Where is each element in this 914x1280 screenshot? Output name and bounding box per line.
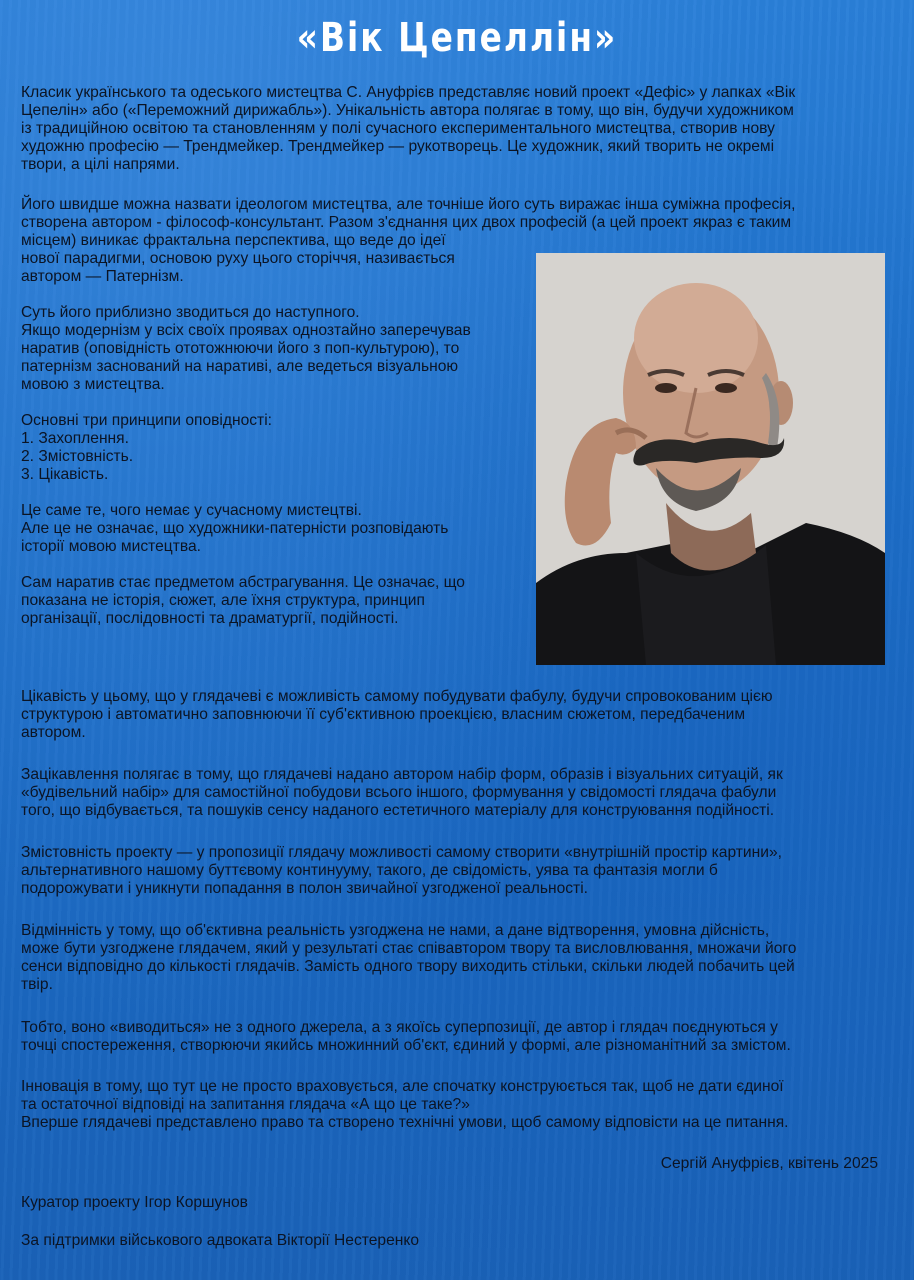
abstraction-line: Сам наратив стає предметом абстрагування. Це означає, що xyxy=(21,574,465,591)
interest-line: автором. xyxy=(21,724,86,741)
difference-line: сенси відповідно до кількості глядачів. Замість одного твору виходить стільки, скільки людей побачить цей xyxy=(21,958,795,975)
innovation-line: Інновація в тому, що тут це не просто враховується, але спочатку конструюється так, щоб не дати єдиної xyxy=(21,1078,784,1095)
engagement-paragraph xyxy=(21,766,893,820)
abstraction-paragraph xyxy=(21,574,529,628)
page-title: «Вік Цепеллін» xyxy=(296,15,618,61)
abstraction-line: організації, послідовності та драматургії, подійності. xyxy=(21,610,399,627)
absence-line: історії мовою мистецтва. xyxy=(21,538,201,555)
principles-heading: Основні три принципи оповідності: xyxy=(21,412,272,429)
interest-paragraph xyxy=(21,688,893,742)
engagement-line: «будівельний набір» для самостійної побудови всього іншого, формування у свідомості глядача фабули xyxy=(21,784,777,801)
ideologist-line: місцем) виникає фрактальна перспектива, що веде до ідеї xyxy=(21,232,446,249)
difference-paragraph xyxy=(21,922,893,994)
ideologist-paragraph xyxy=(21,196,893,250)
essence-line: патернізм заснований на наративі, але ведеться візуальною xyxy=(21,358,459,375)
engagement-line: Зацікавлення полягає в тому, що глядачеві надано автором набір форм, образів і візуальних ситуацій, як xyxy=(21,766,783,783)
author-signature: Сергій Ануфрієв, квітень 2025 xyxy=(660,1155,878,1172)
portrait-illustration xyxy=(536,253,885,665)
essence-paragraph xyxy=(21,304,529,394)
curator-line: Куратор проекту Ігор Коршунов xyxy=(21,1194,248,1211)
ideologist-line: автором — Патернізм. xyxy=(21,268,184,285)
abstraction-line: показана не історія, сюжет, але їхня структура, принцип xyxy=(21,592,425,609)
superposition-line: точці спостереження, створюючи якийсь множинний об'єкт, єдиний у формі, але різноманітний за змістом. xyxy=(21,1037,791,1054)
absence-line: Це саме те, чого немає у сучасному мистецтві. xyxy=(21,502,362,519)
intro-paragraph xyxy=(21,84,893,174)
intro-line: Класик українського та одеського мистецтва С. Ануфрієв представляє новий проект «Дефіс» у лапках «Вік xyxy=(21,84,796,101)
engagement-line: того, що відбувається, та пошуків сенсу наданого естетичного матеріалу для конструювання подійності. xyxy=(21,802,775,819)
innovation-paragraph xyxy=(21,1078,893,1132)
essence-line: Якщо модернізм у всіх своїх проявах однозтайно заперечував xyxy=(21,322,471,339)
difference-line: твір. xyxy=(21,976,53,993)
artist-portrait-photo xyxy=(536,253,885,665)
principle-item: 2. Змістовність. xyxy=(21,448,134,465)
superposition-paragraph xyxy=(21,1019,893,1055)
principle-item: 3. Цікавість. xyxy=(21,466,109,483)
essence-line: наратив (оповідність ототожнюючи його з поп-культурою), то xyxy=(21,340,460,357)
innovation-line: Вперше глядачеві представлено право та створено технічні умови, щоб самому відповісти на це питання. xyxy=(21,1114,789,1131)
left-column-text xyxy=(21,250,529,628)
ideologist-line: нової парадигми, основою руху цього сторіччя, називається xyxy=(21,250,455,267)
superposition-line: Тобто, воно «виводиться» не з одного джерела, а з якоїсь суперпозиції, де автор і глядач поєднуються у xyxy=(21,1019,778,1036)
ideologist-line: Його швидше можна назвати ідеологом мистецтва, але точніше його суть виражає інша суміжна професія, xyxy=(21,196,796,213)
difference-line: Відмінність у тому, що об'єктивна реальність узгоджена не нами, а дане відтворення, умовна дійсність, xyxy=(21,922,770,939)
principles-list xyxy=(21,412,529,484)
absence-paragraph xyxy=(21,502,529,556)
difference-line: може бути узгоджене глядачем, який у результаті стає співавтором твору та висловлювання, множачи його xyxy=(21,940,797,957)
absence-line: Але це не означає, що художники-патерністи розповідають xyxy=(21,520,449,537)
essence-line: Суть його приблизно зводиться до наступного. xyxy=(21,304,360,321)
essence-line: мовою з мистецтва. xyxy=(21,376,165,393)
interest-line: структурою і автоматично заповнюючи її суб'єктивною проекцією, власним сюжетом, передбаченим xyxy=(21,706,746,723)
interest-line: Цікавість у цьому, що у глядачеві є можливість самому побудувати фабулу, будучи спровокованим цією xyxy=(21,688,773,705)
support-line: За підтримки військового адвоката Вікторії Нестеренко xyxy=(21,1232,420,1249)
content-paragraph xyxy=(21,844,893,898)
content-line: альтернативного нашому буттєвому континууму, такого, де свідомість, уява та фантазія могли б xyxy=(21,862,718,879)
intro-line: художню професію — Трендмейкер. Трендмейкер — рукотворець. Це художник, який творить не окремі xyxy=(21,138,775,155)
content-line: подорожувати і уникнути попадання в полон звичайної узгодженої реальності. xyxy=(21,880,588,897)
intro-line: Цепелін» або («Переможний дирижабль»). Унікальність автора полягає в тому, що він, будучи художником xyxy=(21,102,794,119)
innovation-line: та остаточної відповіді на запитання глядача «А що це таке?» xyxy=(21,1096,470,1113)
principle-item: 1. Захоплення. xyxy=(21,430,129,447)
intro-line: із традиційною освітою та становленням у полі сучасного експериментального мистецтва, створив нову xyxy=(21,120,775,137)
ideologist-line: створена автором - філософ-консультант. Разом з'єднання цих двох професій (а цей проект якраз є таким xyxy=(21,214,792,231)
intro-line: твори, а цілі напрями. xyxy=(21,156,180,173)
content-line: Змістовність проекту — у пропозиції глядачу можливості самому створити «внутрішній простір картини», xyxy=(21,844,782,861)
